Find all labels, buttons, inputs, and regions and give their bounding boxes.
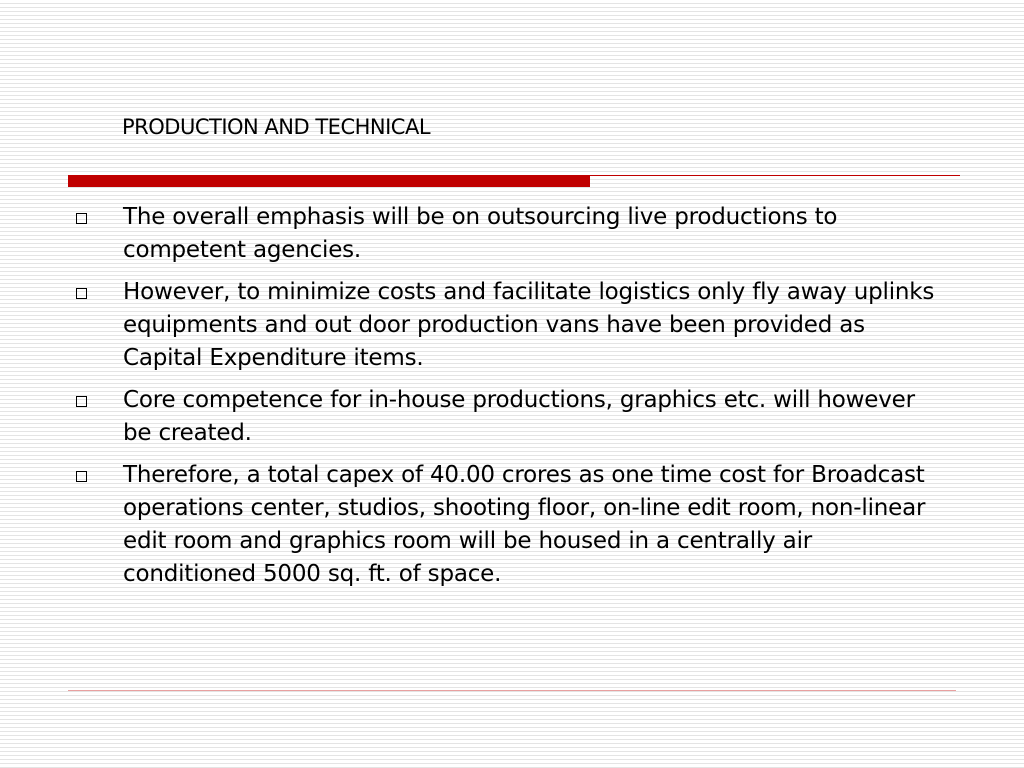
hollow-square-icon (76, 471, 87, 482)
slide-title: PRODUCTION AND TECHNICAL (122, 115, 431, 139)
hollow-square-icon (76, 213, 87, 224)
bullet-text: Core competence for in-house productions, graphics etc. will however be created. (123, 387, 915, 446)
bullet-item (70, 276, 940, 375)
bullet-list (70, 201, 940, 600)
footer-divider (68, 690, 956, 691)
bullet-item (70, 384, 940, 450)
bullet-item (70, 459, 940, 591)
hollow-square-icon (76, 396, 87, 407)
bullet-item (70, 201, 940, 267)
hollow-square-icon (76, 288, 87, 299)
title-underline-bar (68, 175, 590, 187)
bullet-text: The overall emphasis will be on outsourcing live productions to competent agencies. (123, 204, 838, 263)
bullet-text: However, to minimize costs and facilitate logistics only fly away uplinks equipments and out door production vans have been provided as Capital Expenditure items. (123, 279, 935, 371)
bullet-text: Therefore, a total capex of 40.00 crores as one time cost for Broadcast operations center, studios, shooting floor, on-line edit room, non-linear edit room and graphics room will be housed in a centrally air conditioned 5000 sq. ft. of space. (123, 462, 926, 587)
